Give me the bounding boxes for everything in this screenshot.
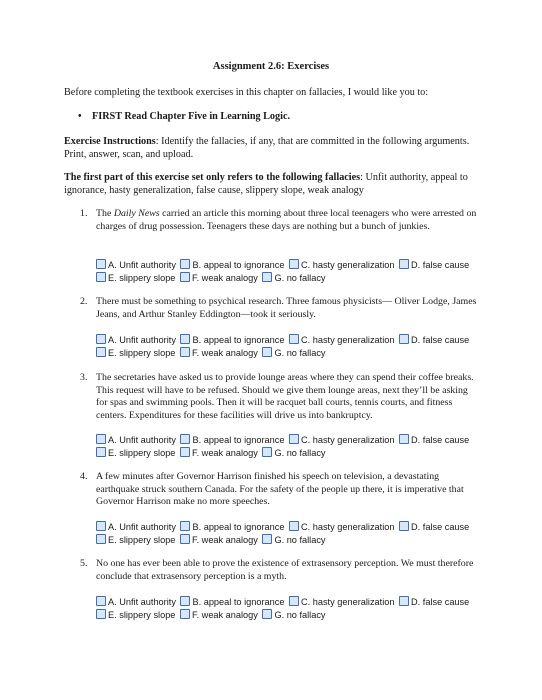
option-g[interactable]: G. no fallacy <box>262 534 325 547</box>
checkbox[interactable] <box>289 434 299 444</box>
checkbox[interactable] <box>262 609 272 619</box>
question-text: A few minutes after Governor Harrison finished his speech on television, a devastating earthquake struck southern Canada. For the safety of the people up there, it is imperative that Governor Harrison make no more speeches. <box>96 471 464 508</box>
question-5-options <box>96 596 496 622</box>
checkbox[interactable] <box>180 334 190 344</box>
first-part-text: : Unfit authority, appeal to ignorance, hasty generalization, false cause, slippery slope, weak analogy <box>64 172 468 196</box>
exercise-instructions <box>64 136 484 161</box>
question-2 <box>80 296 480 321</box>
option-b[interactable]: B. appeal to ignorance <box>180 334 284 347</box>
checkbox[interactable] <box>180 259 190 269</box>
option-a[interactable]: A. Unfit authority <box>96 259 176 272</box>
checkbox[interactable] <box>180 272 190 282</box>
question-4-options <box>96 521 496 547</box>
option-d[interactable]: D. false cause <box>399 259 469 272</box>
option-f[interactable]: F. weak analogy <box>180 447 258 460</box>
option-d[interactable]: D. false cause <box>399 596 469 609</box>
checkbox[interactable] <box>96 521 106 531</box>
checkbox[interactable] <box>180 521 190 531</box>
checkbox[interactable] <box>180 609 190 619</box>
checkbox[interactable] <box>96 609 106 619</box>
question-number: 4. <box>80 471 88 482</box>
bullet-icon: • <box>78 111 82 122</box>
checkbox[interactable] <box>399 521 409 531</box>
option-d[interactable]: D. false cause <box>399 434 469 447</box>
checkbox[interactable] <box>262 447 272 457</box>
option-a[interactable]: A. Unfit authority <box>96 596 176 609</box>
checkbox[interactable] <box>262 347 272 357</box>
checkbox[interactable] <box>96 596 106 606</box>
checkbox[interactable] <box>96 347 106 357</box>
option-f[interactable]: F. weak analogy <box>180 347 258 360</box>
question-text: No one has ever been able to prove the existence of extrasensory perception. We must therefore conclude that extrasensory perception is a myth. <box>96 558 474 582</box>
question-text: The secretaries have asked us to provide lounge areas where they can spend their coffee breaks. This request will have to be refused. Should we give them lounge areas, next they’ll be asking for spas and swimming pools. Then it will be racquet ball courts, tennis courts, and fitness centers. Expenditures for these facilities will drive us into bankruptcy. <box>96 372 474 421</box>
option-g[interactable]: G. no fallacy <box>262 447 325 460</box>
question-1-options <box>96 259 496 285</box>
option-c[interactable]: C. hasty generalization <box>289 334 394 347</box>
option-g[interactable]: G. no fallacy <box>262 347 325 360</box>
bullet-item <box>78 111 290 122</box>
first-part-label: The first part of this exercise set only refers to the following fallacies <box>64 172 361 183</box>
bullet-text: FIRST Read Chapter Five in Learning Logic. <box>92 111 291 122</box>
checkbox[interactable] <box>399 334 409 344</box>
option-a[interactable]: A. Unfit authority <box>96 521 176 534</box>
checkbox[interactable] <box>399 259 409 269</box>
assignment-title: Assignment 2.6: Exercises <box>212 61 330 72</box>
question-number: 5. <box>80 558 88 569</box>
option-e[interactable]: E. slippery slope <box>96 534 175 547</box>
question-3-options <box>96 434 496 460</box>
question-number: 2. <box>80 296 88 307</box>
checkbox[interactable] <box>289 334 299 344</box>
option-b[interactable]: B. appeal to ignorance <box>180 596 284 609</box>
checkbox[interactable] <box>262 272 272 282</box>
checkbox[interactable] <box>180 347 190 357</box>
option-f[interactable]: F. weak analogy <box>180 609 258 622</box>
option-f[interactable]: F. weak analogy <box>180 272 258 285</box>
checkbox[interactable] <box>96 447 106 457</box>
checkbox[interactable] <box>96 334 106 344</box>
option-c[interactable]: C. hasty generalization <box>289 434 394 447</box>
checkbox[interactable] <box>180 434 190 444</box>
instructions-label: Exercise Instructions <box>64 136 156 147</box>
checkbox[interactable] <box>96 434 106 444</box>
question-text: There must be something to psychical research. Three famous physicists— Oliver Lodge, James Jeans, and Arthur Stanley Eddington—took it seriously. <box>96 296 477 320</box>
checkbox[interactable] <box>399 434 409 444</box>
question-number: 1. <box>80 208 88 219</box>
option-e[interactable]: E. slippery slope <box>96 609 175 622</box>
option-b[interactable]: B. appeal to ignorance <box>180 434 284 447</box>
option-c[interactable]: C. hasty generalization <box>289 259 394 272</box>
question-text: The Daily News carried an article this morning about three local teenagers who were arrested on charges of drug possession. Teenagers these days are nothing but a bunch of junkies. <box>96 208 477 232</box>
checkbox[interactable] <box>399 596 409 606</box>
option-e[interactable]: E. slippery slope <box>96 347 175 360</box>
newspaper-name: Daily News <box>113 208 160 219</box>
checkbox[interactable] <box>96 534 106 544</box>
option-e[interactable]: E. slippery slope <box>96 447 175 460</box>
question-1 <box>80 208 480 233</box>
option-b[interactable]: B. appeal to ignorance <box>180 521 284 534</box>
checkbox[interactable] <box>289 521 299 531</box>
option-c[interactable]: C. hasty generalization <box>289 596 394 609</box>
instructions-text: : Identify the fallacies, if any, that are committed in the following arguments. Print, answer, scan, and upload. <box>64 136 470 160</box>
checkbox[interactable] <box>96 272 106 282</box>
option-c[interactable]: C. hasty generalization <box>289 521 394 534</box>
checkbox[interactable] <box>180 534 190 544</box>
checkbox[interactable] <box>262 534 272 544</box>
option-b[interactable]: B. appeal to ignorance <box>180 259 284 272</box>
question-3 <box>80 372 480 422</box>
option-a[interactable]: A. Unfit authority <box>96 434 176 447</box>
question-4 <box>80 471 480 509</box>
checkbox[interactable] <box>180 447 190 457</box>
checkbox[interactable] <box>289 259 299 269</box>
option-f[interactable]: F. weak analogy <box>180 534 258 547</box>
checkbox[interactable] <box>289 596 299 606</box>
option-g[interactable]: G. no fallacy <box>262 609 325 622</box>
question-number: 3. <box>80 372 88 383</box>
option-g[interactable]: G. no fallacy <box>262 272 325 285</box>
question-2-options <box>96 334 496 360</box>
question-5 <box>80 558 480 583</box>
checkbox[interactable] <box>180 596 190 606</box>
checkbox[interactable] <box>96 259 106 269</box>
intro-text: Before completing the textbook exercises in this chapter on fallacies, I would like you to: <box>64 87 429 98</box>
first-part-note <box>64 172 484 197</box>
option-a[interactable]: A. Unfit authority <box>96 334 176 347</box>
option-e[interactable]: E. slippery slope <box>96 272 175 285</box>
option-d[interactable]: D. false cause <box>399 521 469 534</box>
option-d[interactable]: D. false cause <box>399 334 469 347</box>
